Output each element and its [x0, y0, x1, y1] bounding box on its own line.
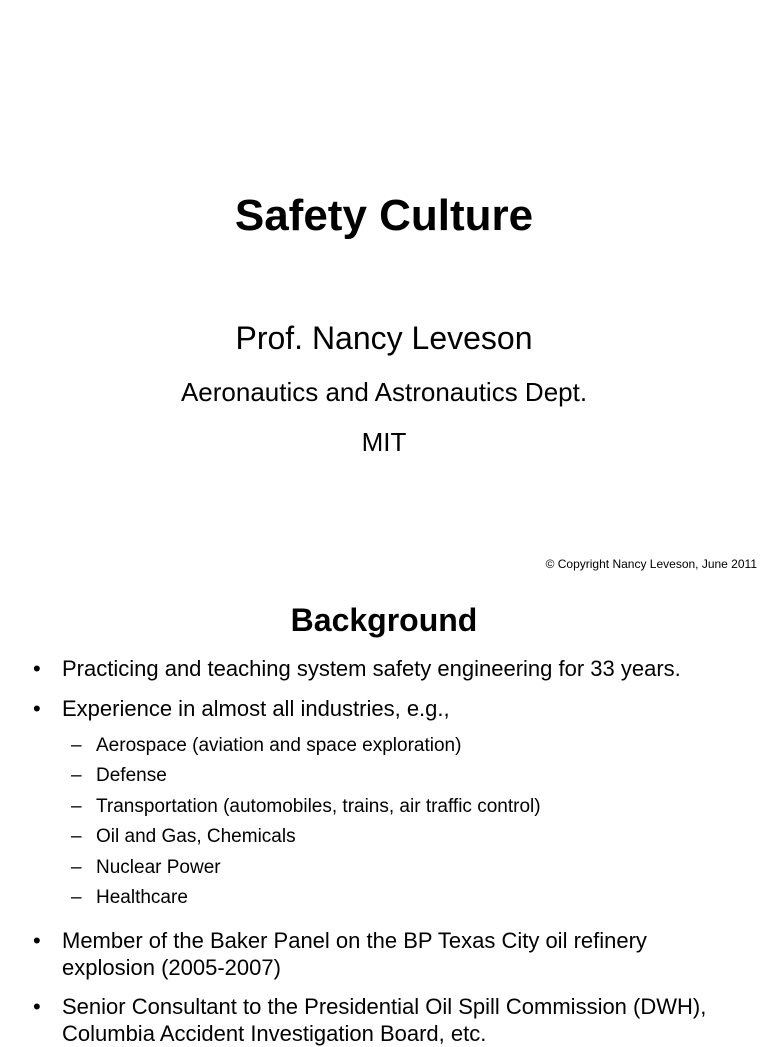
sub-bullet-item — [71, 886, 188, 910]
author-name: Prof. Nancy Leveson — [235, 320, 533, 356]
sub-bullet-text: Nuclear Power — [96, 857, 221, 878]
sub-bullet-item — [71, 734, 461, 758]
department-name: Aeronautics and Astronautics Dept. — [180, 377, 588, 407]
slide-title: Safety Culture — [234, 191, 534, 240]
sub-bullet-item — [71, 795, 541, 819]
dash-marker: – — [71, 857, 82, 878]
bullet-marker: • — [33, 928, 41, 953]
bullet-marker: • — [33, 656, 41, 681]
sub-bullet-item — [71, 764, 167, 788]
sub-bullet-text: Aerospace (aviation and space exploration) — [96, 735, 462, 756]
sub-bullet-text: Healthcare — [96, 887, 188, 908]
bullet-item — [33, 655, 753, 682]
bullet-marker: • — [33, 696, 41, 721]
sub-bullet-text: Transportation (automobiles, trains, air traffic control) — [96, 796, 541, 817]
dash-marker: – — [71, 765, 82, 786]
bullet-text: Senior Consultant to the Presidential Oil Spill Commission (DWH), Columbia Accident Investigation Board, etc. — [62, 994, 707, 1046]
bullet-text: Experience in almost all industries, e.g., — [62, 696, 450, 721]
bullet-item — [33, 695, 753, 722]
sub-bullet-text: Defense — [96, 765, 167, 786]
sub-bullet-item — [71, 825, 296, 849]
bullet-item — [33, 993, 713, 1047]
institution-name: MIT — [361, 427, 407, 457]
sub-bullet-text: Oil and Gas, Chemicals — [96, 826, 296, 847]
dash-marker: – — [71, 826, 82, 847]
bullet-text: Practicing and teaching system safety engineering for 33 years. — [62, 656, 681, 681]
bullet-text: Member of the Baker Panel on the BP Texas City oil refinery explosion (2005-2007) — [62, 928, 647, 980]
dash-marker: – — [71, 887, 82, 908]
copyright-notice: © Copyright Nancy Leveson, June 2011 — [545, 557, 757, 571]
bullet-item — [33, 927, 713, 981]
dash-marker: – — [71, 796, 82, 817]
background-title: Background — [290, 602, 478, 638]
sub-bullet-item — [71, 856, 221, 880]
dash-marker: – — [71, 735, 82, 756]
bullet-marker: • — [33, 994, 41, 1019]
